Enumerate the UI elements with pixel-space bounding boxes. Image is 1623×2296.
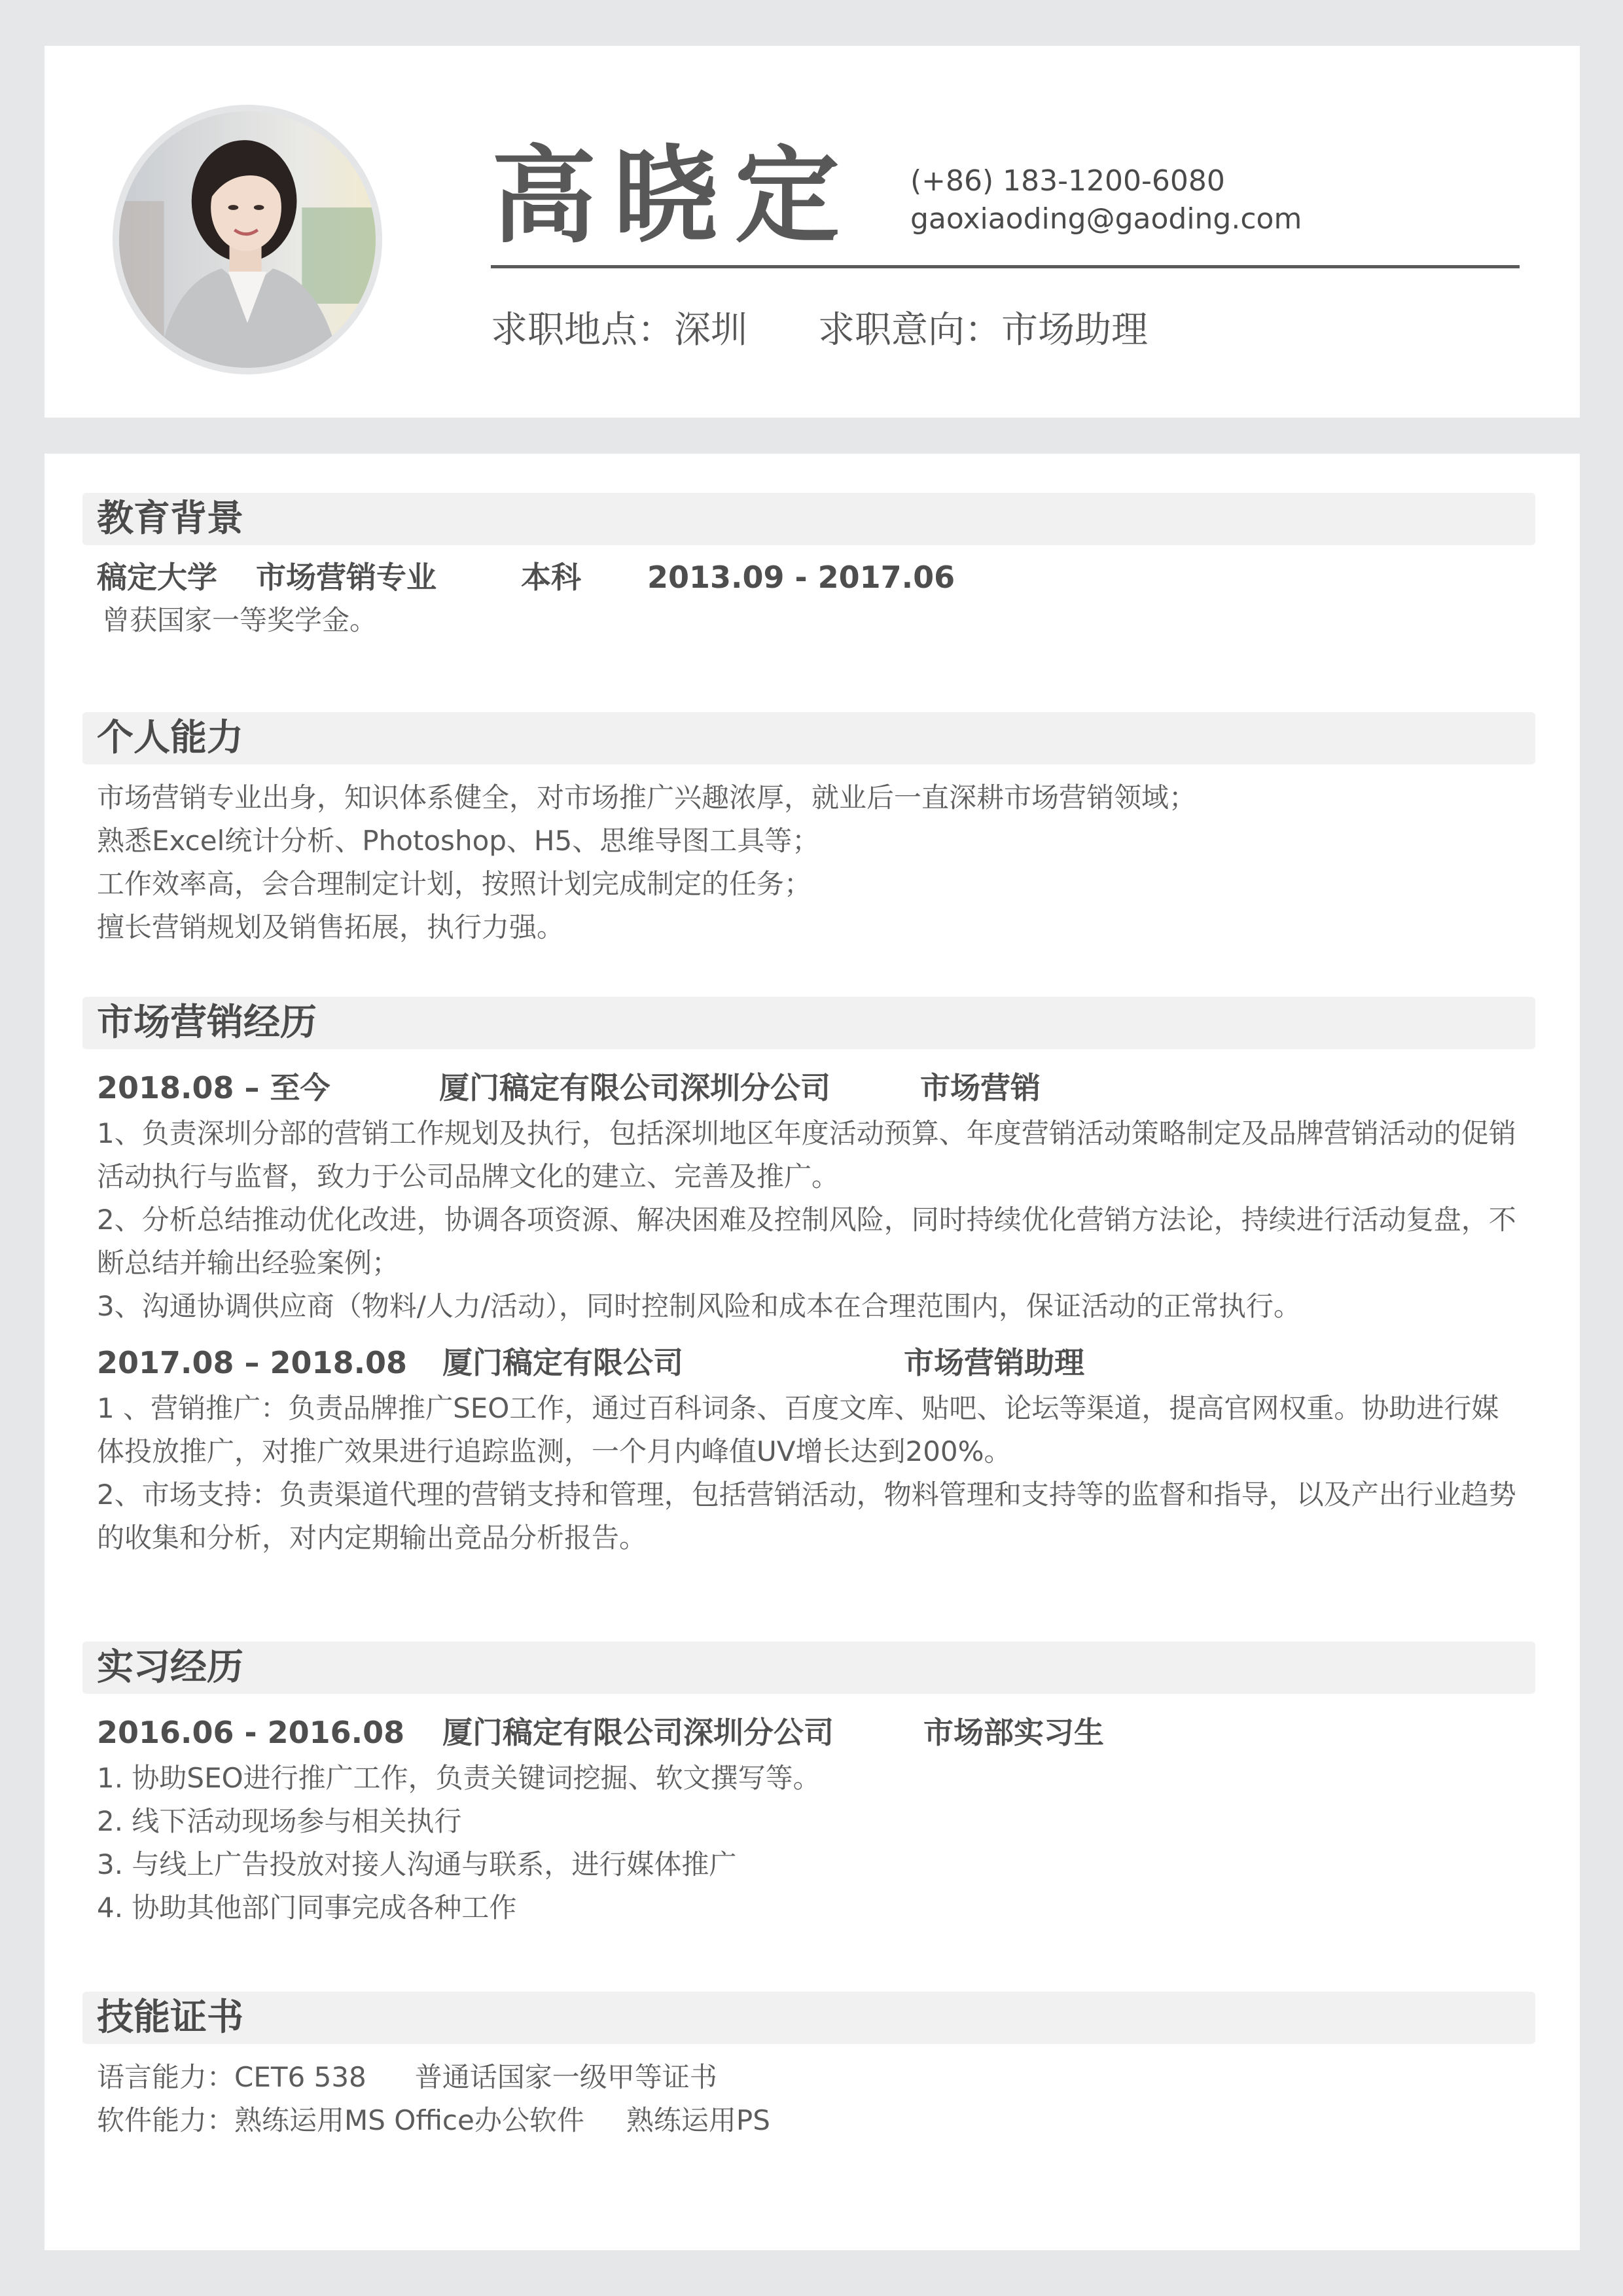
section-skills xyxy=(82,1992,1535,2142)
section-internship xyxy=(82,1641,1535,1929)
job-duties xyxy=(97,1387,1524,1560)
section-title: 个人能力 xyxy=(82,712,1535,764)
avatar-portrait xyxy=(119,111,376,368)
email-address: gaoxiaoding@gaoding.com xyxy=(910,202,1302,236)
software-office: 熟练运用MS Office办公软件 xyxy=(234,2104,584,2136)
education-row xyxy=(82,556,1535,599)
internship-company: 厦门稿定有限公司深圳分公司 xyxy=(442,1715,834,1750)
software-label: 软件能力： xyxy=(97,2104,235,2136)
education-period: 2013.09 - 2017.06 xyxy=(647,560,955,595)
job-header xyxy=(82,1066,1535,1109)
ability-item: 擅长营销规划及销售拓展，执行力强。 xyxy=(97,911,565,943)
ability-item: 熟悉Excel统计分析、Photoshop、H5、思维导图工具等； xyxy=(97,825,820,857)
language-cet: CET6 538 xyxy=(234,2061,366,2093)
duty-item: 1、负责深圳分部的营销工作规划及执行，包括深圳地区年度活动预算、年度营销活动策略制定及品牌营销活动的促销活动执行与监督，致力于公司品牌文化的建立、完善及推广。 xyxy=(97,1117,1516,1193)
software-ps: 熟练运用PS xyxy=(626,2104,770,2136)
internship-role: 市场部实习生 xyxy=(923,1715,1104,1750)
job-duties xyxy=(97,1112,1524,1328)
software-skills xyxy=(97,2099,1524,2142)
duty-item: 2. 线下活动现场参与相关执行 xyxy=(97,1805,462,1837)
internship-duties xyxy=(97,1757,1524,1929)
job-company: 厦门稿定有限公司深圳分公司 xyxy=(439,1070,830,1105)
duty-item: 3、沟通协调供应商（物料/人力/活动），同时控制风险和成本在合理范围内，保证活动的正常执行。 xyxy=(97,1290,1302,1322)
education-note: 曾获国家一等奖学金。 xyxy=(102,604,378,636)
job-intent-line xyxy=(491,304,1148,357)
candidate-name: 高晓定 xyxy=(491,135,857,257)
job-company: 厦门稿定有限公司 xyxy=(442,1345,683,1380)
duty-item: 1 、营销推广：负责品牌推广SEO工作，通过百科词条、百度文库、贴吧、论坛等渠道，提高官网权重。协助进行媒体投放推广，对推广效果进行追踪监测，一个月内峰值UV增长达到200%。 xyxy=(97,1392,1499,1467)
phone-number: (+86) 183-1200-6080 xyxy=(910,164,1225,198)
job-period: 2018.08 – 至今 xyxy=(97,1070,330,1105)
degree: 本科 xyxy=(521,560,581,595)
section-title: 教育背景 xyxy=(82,493,1535,545)
language-cert: 普通话国家一级甲等证书 xyxy=(414,2061,717,2093)
job-role: 市场营销 xyxy=(920,1070,1041,1105)
duty-item: 2、市场支持：负责渠道代理的营销支持和管理，包括营销活动，物料管理和支持等的监督和指导，以及产出行业趋势的收集和分析，对内定期输出竞品分析报告。 xyxy=(97,1479,1516,1554)
language-label: 语言能力： xyxy=(97,2061,235,2093)
skills-list xyxy=(97,2056,1524,2142)
major: 市场营销专业 xyxy=(256,560,437,595)
internship-header xyxy=(82,1711,1535,1754)
internship-period: 2016.06 - 2016.08 xyxy=(97,1715,405,1750)
header-card xyxy=(45,46,1580,418)
job-period: 2017.08 – 2018.08 xyxy=(97,1345,408,1380)
language-skills xyxy=(97,2056,1524,2099)
ability-item: 市场营销专业出身，知识体系健全，对市场推广兴趣浓厚，就业后一直深耕市场营销领域； xyxy=(97,781,1197,814)
job-intent: 求职意向：市场助理 xyxy=(818,309,1148,351)
ability-item: 工作效率高，会合理制定计划，按照计划完成制定的任务； xyxy=(97,868,812,900)
contact-info xyxy=(910,162,1302,238)
section-abilities xyxy=(82,712,1535,949)
section-marketing xyxy=(82,997,1535,1560)
job-header xyxy=(82,1341,1535,1384)
resume-body-card xyxy=(45,454,1580,2250)
job-location: 求职地点：深圳 xyxy=(491,309,747,351)
profile-photo xyxy=(113,105,382,374)
section-education xyxy=(82,493,1535,642)
job-role: 市场营销助理 xyxy=(904,1345,1084,1380)
section-title: 技能证书 xyxy=(82,1992,1535,2044)
section-title: 市场营销经历 xyxy=(82,997,1535,1049)
duty-item: 3. 与线上广告投放对接人沟通与联系，进行媒体推广 xyxy=(97,1848,737,1880)
school-name: 稿定大学 xyxy=(97,560,217,595)
section-title: 实习经历 xyxy=(82,1641,1535,1694)
duty-item: 1. 协助SEO进行推广工作，负责关键词挖掘、软文撰写等。 xyxy=(97,1762,821,1794)
duty-item: 4. 协助其他部门同事完成各种工作 xyxy=(97,1892,517,1924)
abilities-list xyxy=(97,776,1524,949)
duty-item: 2、分析总结推动优化改进，协调各项资源、解决困难及控制风险，同时持续优化营销方法论，持续进行活动复盘，不断总结并输出经验案例； xyxy=(97,1204,1516,1279)
header-divider xyxy=(491,265,1520,268)
